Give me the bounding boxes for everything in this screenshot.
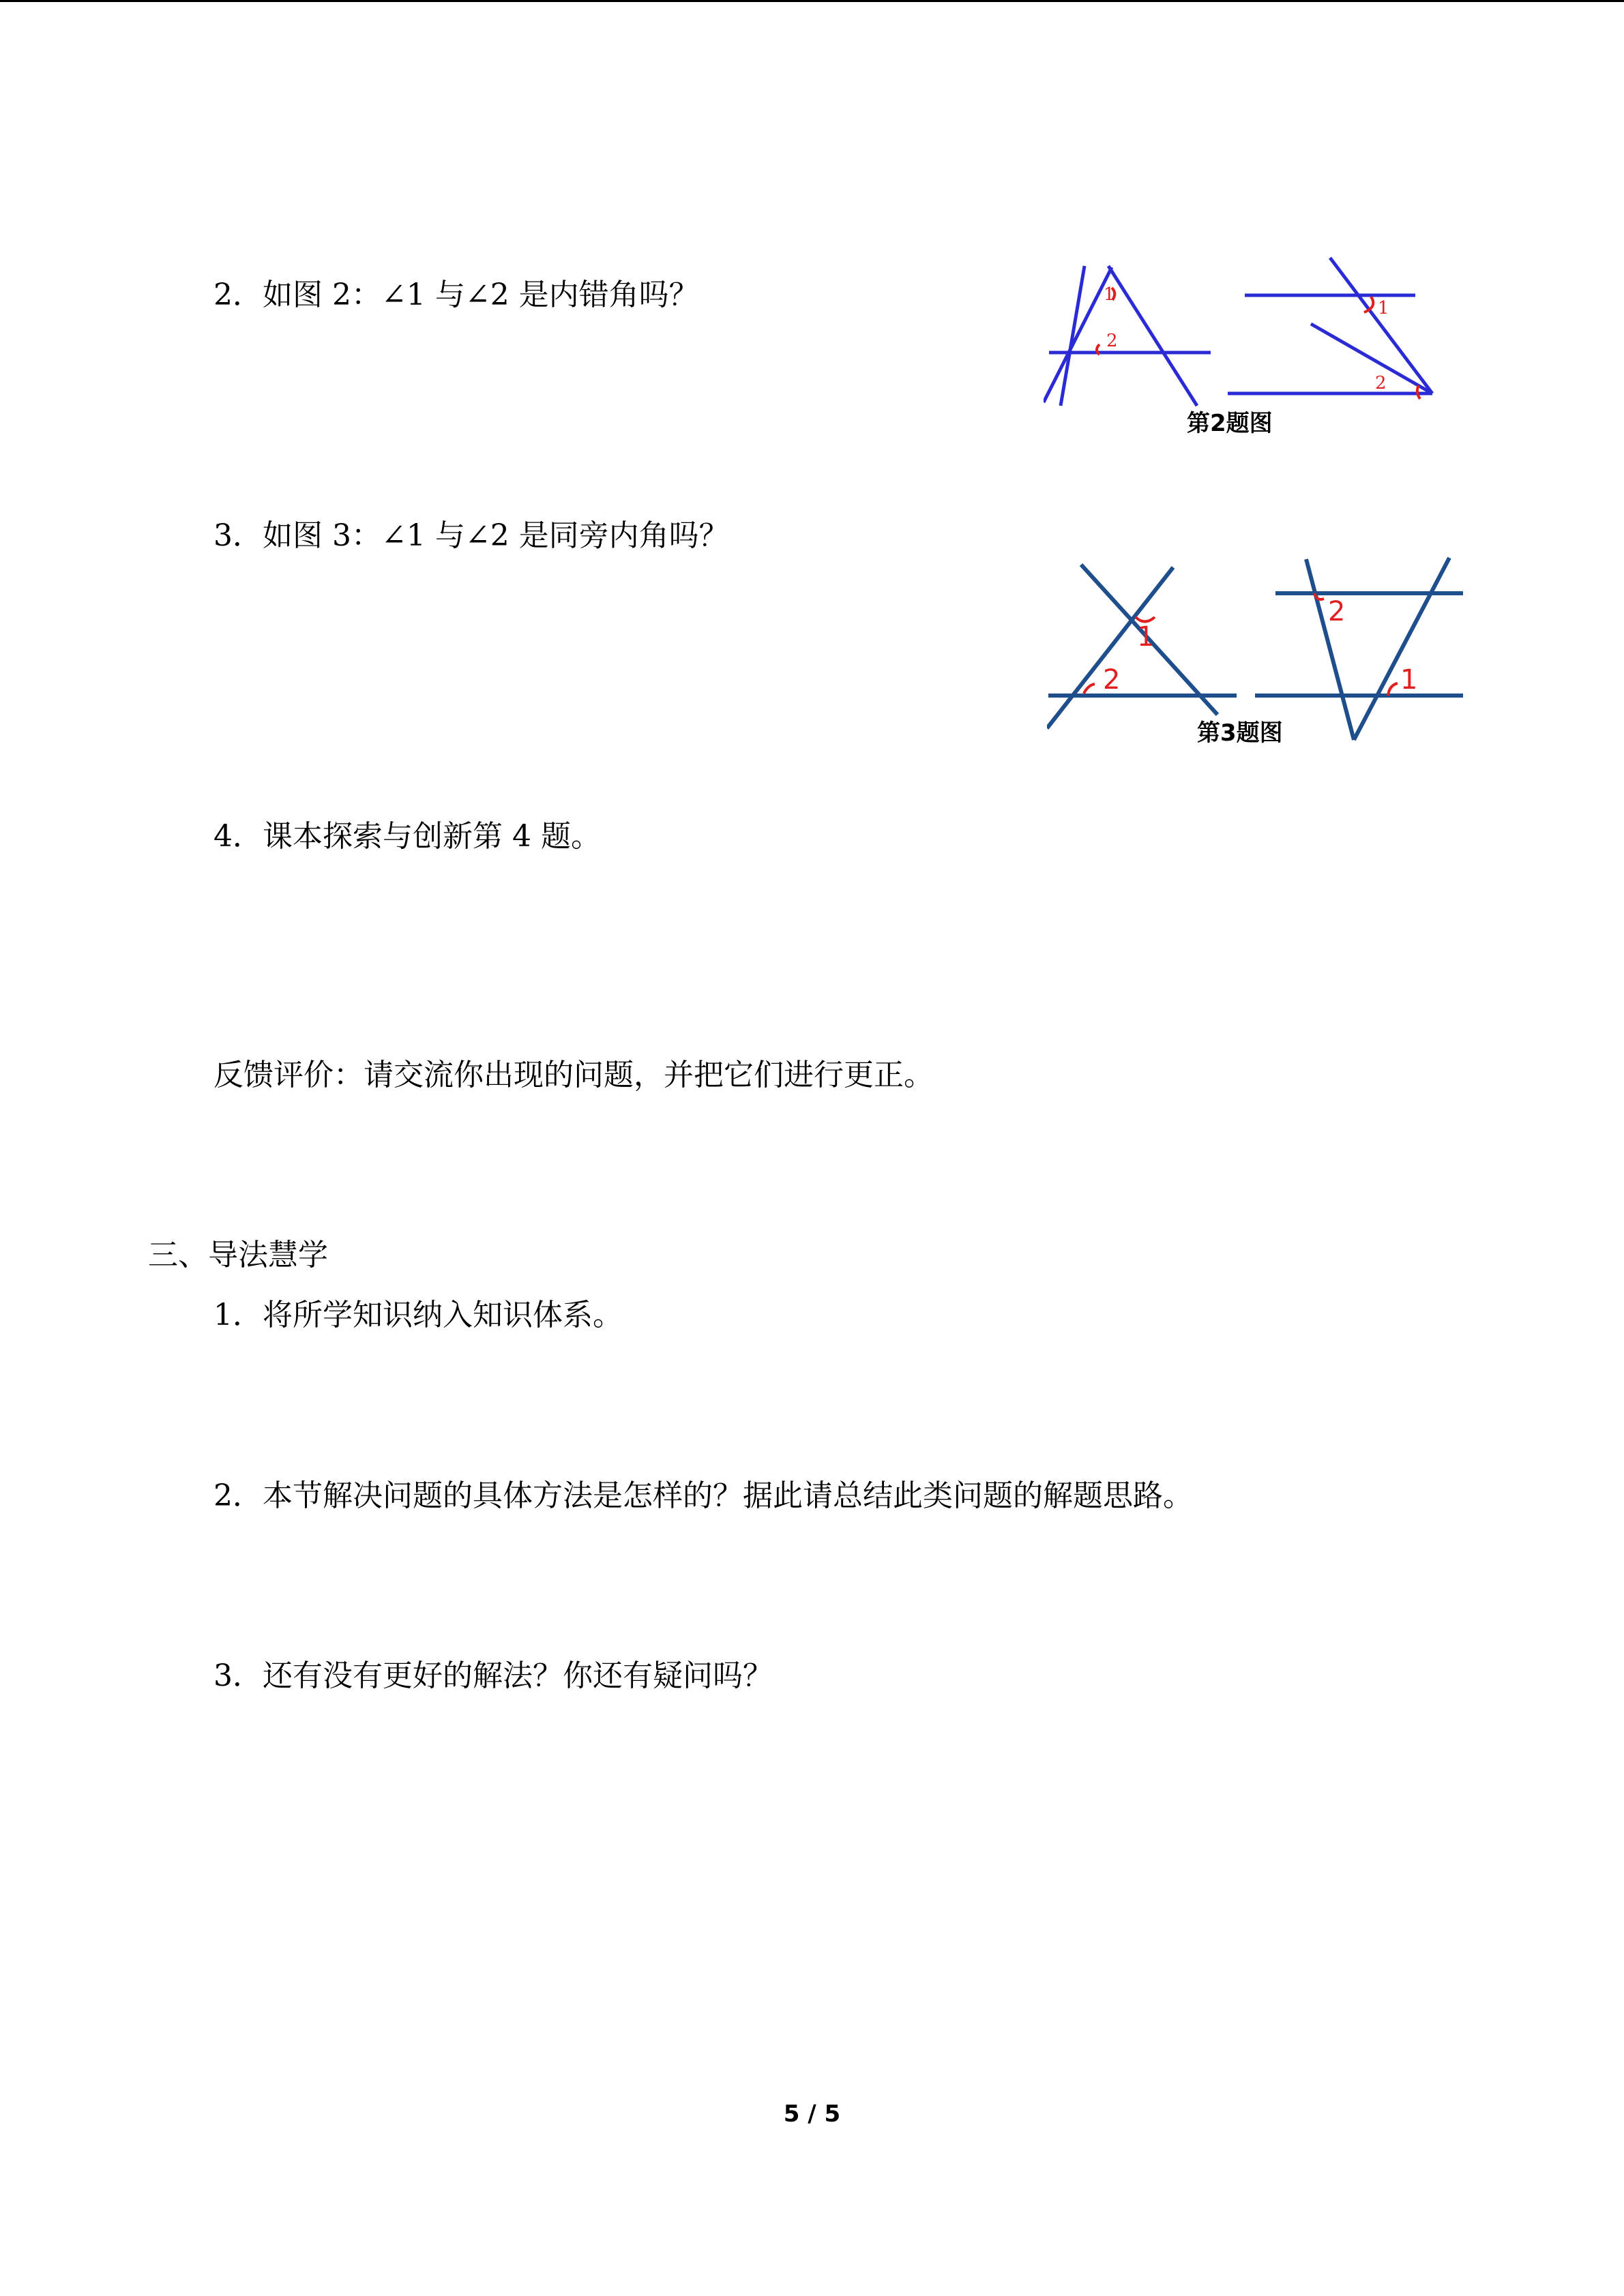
figure-3-right-label-2: 2 [1328,596,1346,627]
figure-2 [1044,252,1480,450]
figure-2-left-label-1: 1 [1104,284,1115,305]
figure-3-caption: 第3题图 [1197,719,1283,747]
figure-3-right [1255,558,1463,740]
figure-3-left-label-2: 2 [1103,664,1121,696]
section-3-item-2: 2．本节解决问题的具体方法是怎样的？据此请总结此类问题的解题思路。 [213,1478,1193,1513]
feedback-text: 反馈评价：请交流你出现的问题，并把它们进行更正。 [213,1058,934,1092]
section-3-item-1: 1．将所学知识纳入知识体系。 [213,1298,623,1332]
figure-2-caption: 第2题图 [1187,410,1273,437]
figure-2-right [1228,258,1432,393]
figure-3-left-label-1: 1 [1137,621,1155,653]
figure-2-right-label-2: 2 [1375,373,1387,393]
top-border [0,0,1624,2]
section-3-item-3: 3．还有没有更好的解法？你还有疑问吗？ [213,1658,773,1693]
question-2: 2．如图 2：∠1 与∠2 是内错角吗？ [213,278,699,312]
figure-3-left-angle-2-mark [1084,684,1095,694]
question-4: 4．课本探索与创新第 4 题。 [213,819,601,854]
figure-3-right-label-1: 1 [1400,664,1418,696]
page-number: 5 / 5 [783,2100,841,2128]
figure-2-left-label-2: 2 [1106,331,1118,351]
figure-2-right-label-1: 1 [1378,298,1389,318]
figure-2-left-angle-2-mark [1097,344,1099,355]
figure-2-left [1044,266,1211,406]
section-3-heading: 三、导法慧学 [148,1238,328,1272]
figure-3 [1047,552,1470,757]
question-3: 3．如图 3：∠1 与∠2 是同旁内角吗？ [213,518,729,553]
